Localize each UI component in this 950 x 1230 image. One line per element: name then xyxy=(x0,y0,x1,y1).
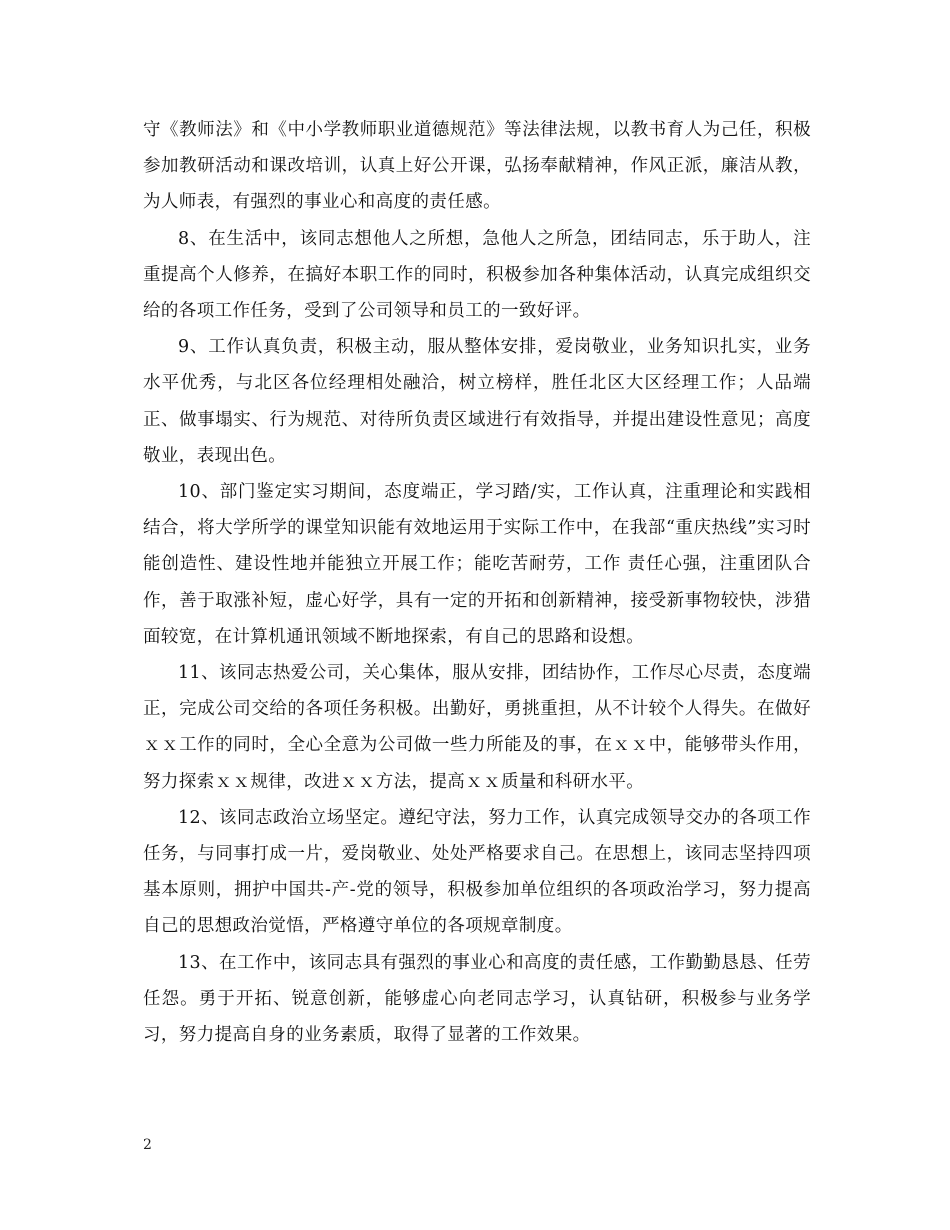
paragraph-item-12: 12、该同志政治立场坚定。遵纪守法，努力工作，认真完成领导交办的各项工作任务，与同事打成一片，爱岗敬业、处处严格要求自己。在思想上，该同志坚持四项基本原则，拥护中国共-产-党的领导，积极参加单位组织的各项政治学习，努力提高自己的思想政治觉悟，严格遵守单位的各项规章制度。 xyxy=(143,807,811,937)
document-body xyxy=(143,112,811,1053)
page-number: 2 xyxy=(143,1137,152,1153)
paragraph-continuation: 守《教师法》和《中小学教师职业道德规范》等法律法规，以教书育人为己任，积极参加教研活动和课改培训，认真上好公开课，弘扬奉献精神，作风正派，廉洁从教，为人师表，有强烈的事业心和高度的责任感。 xyxy=(143,120,811,213)
paragraph-item-13: 13、在工作中，该同志具有强烈的事业心和高度的责任感，工作勤勤恳恳、任劳任怨。勇于开拓、锐意创新，能够虚心向老同志学习，认真钻研，积极参与业务学习，努力提高自身的业务素质，取得了显著的工作效果。 xyxy=(143,952,811,1046)
paragraph-item-9: 9、工作认真负责，积极主动，服从整体安排，爱岗敬业，业务知识扎实，业务水平优秀，与北区各位经理相处融洽，树立榜样，胜任北区大区经理工作；人品端正、做事塌实、行为规范、对待所负责区域进行有效指导，并提出建设性意见；高度敬业，表现出色。 xyxy=(143,337,811,466)
paragraph-item-8: 8、在生活中，该同志想他人之所想，急他人之所急，团结同志，乐于助人，注重提高个人修养，在搞好本职工作的同时，积极参加各种集体活动，认真完成组织交给的各项工作任务，受到了公司领导和员工的一致好评。 xyxy=(143,228,811,322)
paragraph-item-11: 11、该同志热爱公司，关心集体，服从安排，团结协作，工作尽心尽责，态度端正，完成公司交给的各项任务积极。出勤好，勇挑重担，从不计较个人得失。在做好ｘｘ工作的同时，全心全意为公司做一些力所能及的事，在ｘｘ中，能够带头作用，努力探索ｘｘ规律，改进ｘｘ方法，提高ｘｘ质量和科研水平。 xyxy=(143,663,811,792)
paragraph-item-10: 10、部门鉴定实习期间，态度端正，学习踏/实，工作认真，注重理论和实践相结合，将大学所学的课堂知识能有效地运用于实际工作中，在我部“重庆热线”实习时能创造性、建设性地并能独立开展工作；能吃苦耐劳，工作 责任心强，注重团队合作，善于取涨补短，虚心好学，具有一定的开拓和创新精神，接受新事物较快，涉猎面较宽，在计算机通讯领域不断地探索，有自己的思路和设想。 xyxy=(143,482,811,647)
